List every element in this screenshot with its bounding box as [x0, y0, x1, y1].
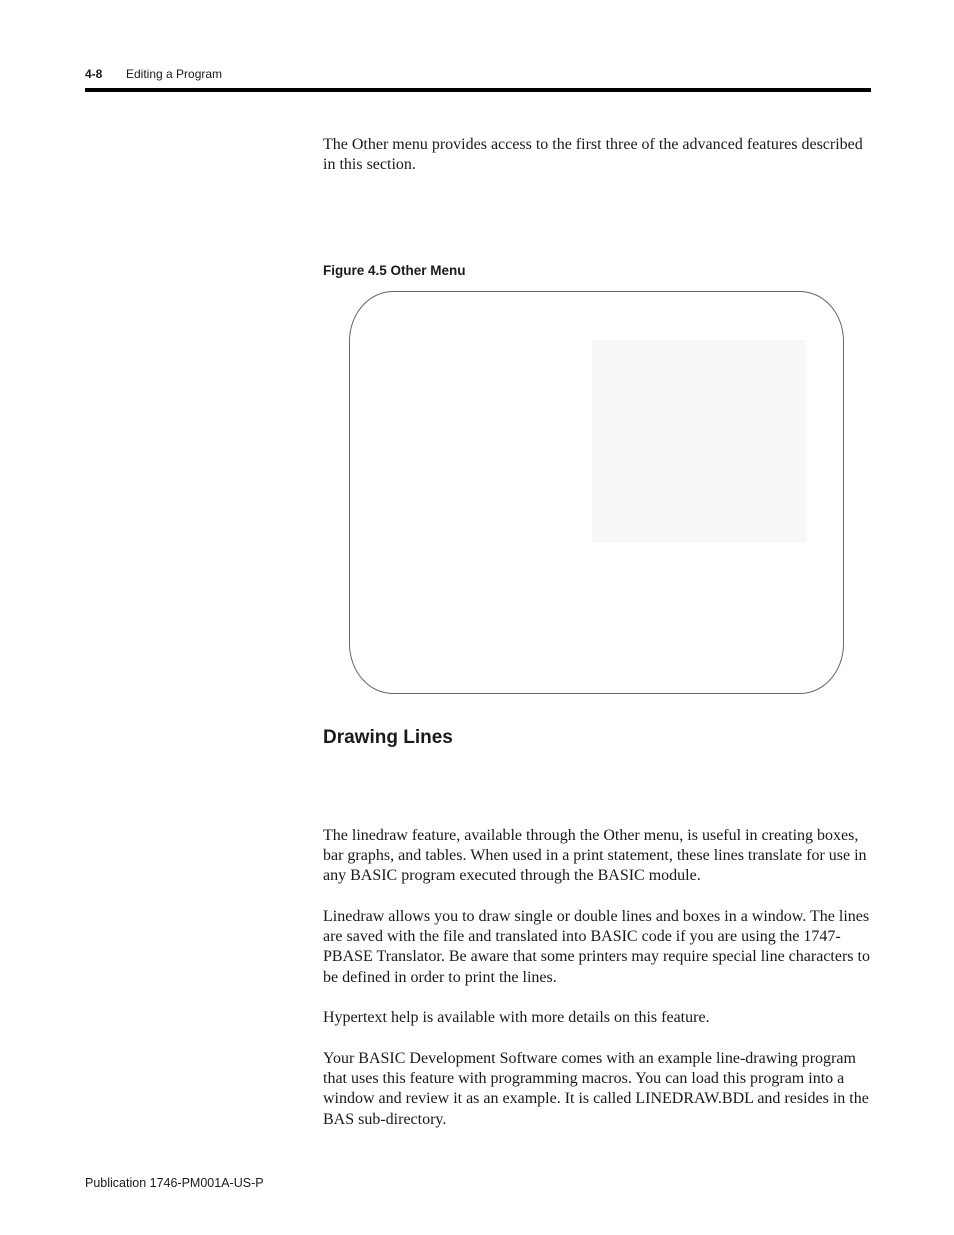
paragraph-hypertext-help: Hypertext help is available with more details on this feature.	[323, 1009, 710, 1026]
section-heading: Drawing Lines	[323, 727, 453, 748]
paragraph-linedraw-intro: The linedraw feature, available through the Other menu, is useful in creating boxes, bar graphs, and tables. When used in a print statement, these lines translate for use in any BASIC program executed through the BASIC module.	[323, 827, 867, 885]
page-number: 4-8	[85, 67, 103, 81]
chapter-title: Editing a Program	[126, 67, 223, 81]
paragraph-linedraw-usage: Linedraw allows you to draw single or double lines and boxes in a window. The lines are saved with the file and translated into BASIC code if you are using the 1747-PBASE Translator. Be aware that some printers may require special line characters to be defined in order to print the lines.	[323, 908, 870, 986]
footer-publication: Publication 1746-PM001A-US-P	[85, 1176, 264, 1190]
intro-paragraph: The Other menu provides access to the first three of the advanced features described in this section.	[323, 136, 863, 174]
paragraph-example-program: Your BASIC Development Software comes with an example line-drawing program that uses this feature with programming macros. You can load this program into a window and review it as an example. It is called LINEDRAW.BDL and resides in the BAS sub-directory.	[323, 1050, 869, 1128]
figure-menu-panel	[592, 340, 806, 543]
header-rule	[85, 88, 871, 92]
figure-caption: Figure 4.5 Other Menu	[323, 263, 466, 278]
